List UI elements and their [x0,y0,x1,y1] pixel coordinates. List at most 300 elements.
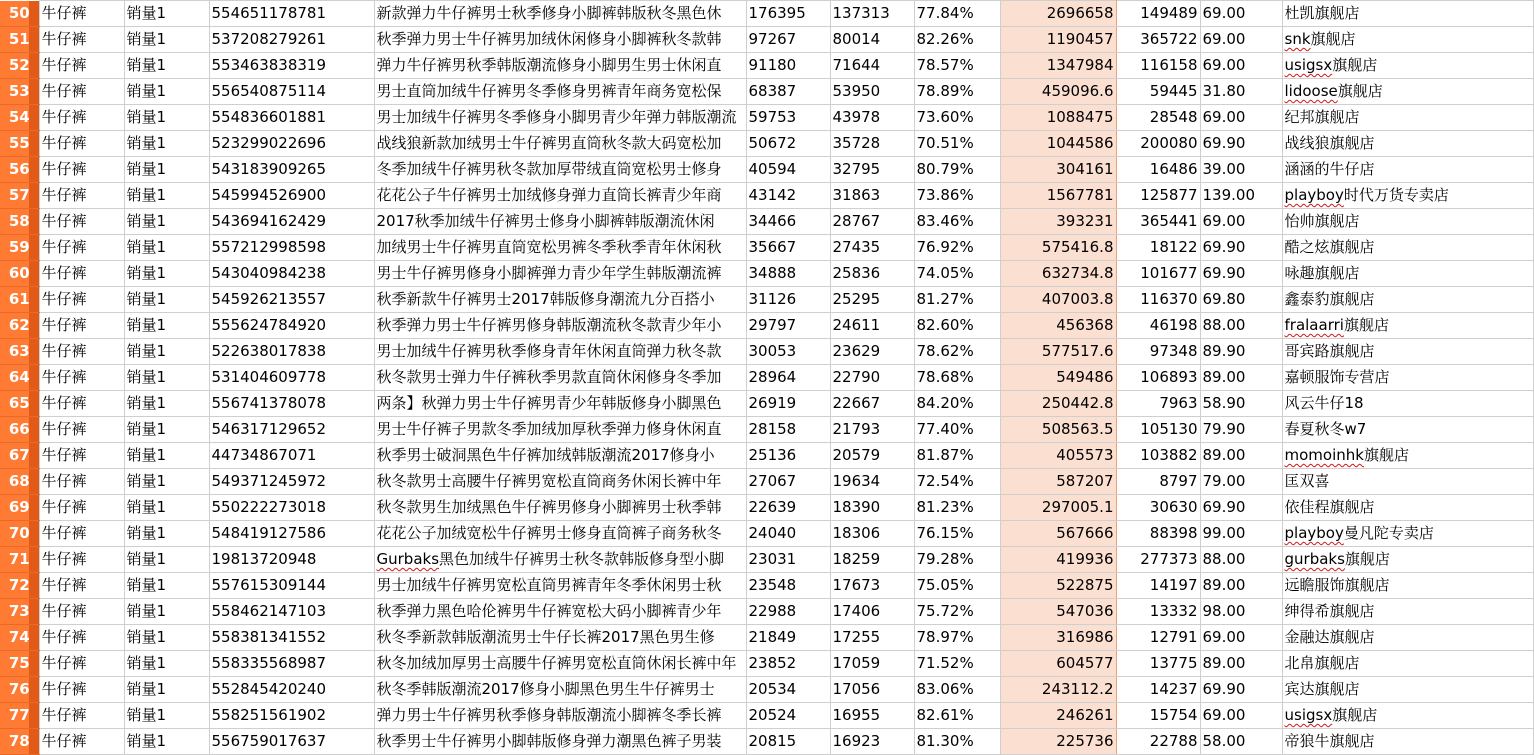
views-cell[interactable]: 91180 [746,53,830,79]
views-cell[interactable]: 23031 [746,547,830,573]
rate-cell[interactable]: 74.05% [914,261,1000,287]
shop-cell[interactable]: playboy曼凡陀专卖店 [1282,521,1533,547]
category-cell[interactable]: 牛仔裤 [39,521,124,547]
label-cell[interactable]: 销量1 [124,27,209,53]
sales-cell[interactable]: 28548 [1116,105,1200,131]
sales-cell[interactable]: 149489 [1116,1,1200,27]
row-number[interactable]: 63 [0,339,39,365]
title-cell[interactable]: 秋季弹力男士牛仔裤男加绒休闲修身小脚裤秋冬款韩 [374,27,746,53]
row-number[interactable]: 68 [0,469,39,495]
table-row[interactable] [0,651,1533,677]
shop-cell[interactable]: playboy时代万货专卖店 [1282,183,1533,209]
row-number[interactable]: 71 [0,547,39,573]
item-id-cell[interactable]: 558462147103 [209,599,374,625]
table-row[interactable] [0,157,1533,183]
item-id-cell[interactable]: 555624784920 [209,313,374,339]
label-cell[interactable]: 销量1 [124,521,209,547]
views-cell[interactable]: 20815 [746,729,830,755]
title-cell[interactable]: 加绒男士牛仔裤男直筒宽松男裤冬季秋季青年休闲秋 [374,235,746,261]
row-number[interactable]: 62 [0,313,39,339]
rate-cell[interactable]: 78.57% [914,53,1000,79]
views-cell[interactable]: 29797 [746,313,830,339]
table-row[interactable] [0,53,1533,79]
sales-cell[interactable]: 116370 [1116,287,1200,313]
sales-cell[interactable]: 13775 [1116,651,1200,677]
label-cell[interactable]: 销量1 [124,53,209,79]
table-row[interactable] [0,287,1533,313]
price-cell[interactable]: 88.00 [1200,313,1282,339]
rate-cell[interactable]: 72.54% [914,469,1000,495]
shop-cell[interactable]: lidoose旗舰店 [1282,79,1533,105]
category-cell[interactable]: 牛仔裤 [39,469,124,495]
sales-cell[interactable]: 97348 [1116,339,1200,365]
item-id-cell[interactable]: 554836601881 [209,105,374,131]
rate-cell[interactable]: 82.26% [914,27,1000,53]
price-cell[interactable]: 69.00 [1200,105,1282,131]
views-cell[interactable]: 28158 [746,417,830,443]
row-number[interactable]: 75 [0,651,39,677]
rate-cell[interactable]: 83.06% [914,677,1000,703]
buyers-cell[interactable]: 17056 [830,677,914,703]
shop-cell[interactable]: 依佳程旗舰店 [1282,495,1533,521]
sales-cell[interactable]: 14197 [1116,573,1200,599]
sales-cell[interactable]: 30630 [1116,495,1200,521]
buyers-cell[interactable]: 22667 [830,391,914,417]
sales-cell[interactable]: 16486 [1116,157,1200,183]
price-cell[interactable]: 79.90 [1200,417,1282,443]
price-cell[interactable]: 89.00 [1200,365,1282,391]
title-cell[interactable]: 2017秋季加绒牛仔裤男士修身小脚裤韩版潮流休闲 [374,209,746,235]
label-cell[interactable]: 销量1 [124,1,209,27]
views-cell[interactable]: 26919 [746,391,830,417]
gmv-cell[interactable]: 1567781 [1000,183,1116,209]
item-id-cell[interactable]: 548419127586 [209,521,374,547]
buyers-cell[interactable]: 17059 [830,651,914,677]
sales-cell[interactable]: 103882 [1116,443,1200,469]
gmv-cell[interactable]: 567666 [1000,521,1116,547]
label-cell[interactable]: 销量1 [124,495,209,521]
sales-cell[interactable]: 365722 [1116,27,1200,53]
category-cell[interactable]: 牛仔裤 [39,391,124,417]
title-cell[interactable]: 秋冬季新款韩版潮流男士牛仔长裤2017黑色男生修 [374,625,746,651]
shop-cell[interactable]: 春夏秋冬w7 [1282,417,1533,443]
rate-cell[interactable]: 71.52% [914,651,1000,677]
category-cell[interactable]: 牛仔裤 [39,573,124,599]
item-id-cell[interactable]: 556540875114 [209,79,374,105]
shop-cell[interactable]: 帝狼牛旗舰店 [1282,729,1533,755]
label-cell[interactable]: 销量1 [124,183,209,209]
shop-cell[interactable]: 涵涵的牛仔店 [1282,157,1533,183]
gmv-cell[interactable]: 250442.8 [1000,391,1116,417]
gmv-cell[interactable]: 1044586 [1000,131,1116,157]
category-cell[interactable]: 牛仔裤 [39,105,124,131]
buyers-cell[interactable]: 32795 [830,157,914,183]
title-cell[interactable]: 弹力牛仔裤男秋季韩版潮流修身小脚男生男士休闲直 [374,53,746,79]
table-row[interactable] [0,547,1533,573]
label-cell[interactable]: 销量1 [124,157,209,183]
label-cell[interactable]: 销量1 [124,443,209,469]
shop-cell[interactable]: 杜凯旗舰店 [1282,1,1533,27]
rate-cell[interactable]: 81.27% [914,287,1000,313]
title-cell[interactable]: 男士加绒牛仔裤男冬季修身小脚男青少年弹力韩版潮流 [374,105,746,131]
buyers-cell[interactable]: 20579 [830,443,914,469]
gmv-cell[interactable]: 2696658 [1000,1,1116,27]
sales-cell[interactable]: 101677 [1116,261,1200,287]
item-id-cell[interactable]: 558251561902 [209,703,374,729]
label-cell[interactable]: 销量1 [124,105,209,131]
price-cell[interactable]: 69.90 [1200,261,1282,287]
table-row[interactable] [0,79,1533,105]
buyers-cell[interactable]: 43978 [830,105,914,131]
label-cell[interactable]: 销量1 [124,677,209,703]
gmv-cell[interactable]: 316986 [1000,625,1116,651]
title-cell[interactable]: 花花公子牛仔裤男士加绒修身弹力直筒长裤青少年商 [374,183,746,209]
price-cell[interactable]: 69.00 [1200,625,1282,651]
buyers-cell[interactable]: 53950 [830,79,914,105]
item-id-cell[interactable]: 44734867071 [209,443,374,469]
category-cell[interactable]: 牛仔裤 [39,235,124,261]
rate-cell[interactable]: 73.86% [914,183,1000,209]
buyers-cell[interactable]: 27435 [830,235,914,261]
buyers-cell[interactable]: 28767 [830,209,914,235]
item-id-cell[interactable]: 545926213557 [209,287,374,313]
item-id-cell[interactable]: 554651178781 [209,1,374,27]
rate-cell[interactable]: 75.72% [914,599,1000,625]
table-row[interactable] [0,365,1533,391]
price-cell[interactable]: 69.90 [1200,677,1282,703]
sales-cell[interactable]: 200080 [1116,131,1200,157]
row-number[interactable]: 70 [0,521,39,547]
gmv-cell[interactable]: 243112.2 [1000,677,1116,703]
title-cell[interactable]: 男士牛仔裤男修身小脚裤弹力青少年学生韩版潮流裤 [374,261,746,287]
gmv-cell[interactable]: 393231 [1000,209,1116,235]
title-cell[interactable]: 战线狼新款加绒男士牛仔裤男直筒秋冬款大码宽松加 [374,131,746,157]
item-id-cell[interactable]: 543694162429 [209,209,374,235]
gmv-cell[interactable]: 419936 [1000,547,1116,573]
row-number[interactable]: 78 [0,729,39,755]
gmv-cell[interactable]: 1347984 [1000,53,1116,79]
row-number[interactable]: 77 [0,703,39,729]
row-number[interactable]: 57 [0,183,39,209]
gmv-cell[interactable]: 405573 [1000,443,1116,469]
gmv-cell[interactable]: 587207 [1000,469,1116,495]
views-cell[interactable]: 22988 [746,599,830,625]
label-cell[interactable]: 销量1 [124,599,209,625]
shop-cell[interactable]: usigsx旗舰店 [1282,53,1533,79]
shop-cell[interactable]: 鑫泰豹旗舰店 [1282,287,1533,313]
gmv-cell[interactable]: 297005.1 [1000,495,1116,521]
title-cell[interactable]: 秋冬款男生加绒黑色牛仔裤男修身小脚裤男士秋季韩 [374,495,746,521]
rate-cell[interactable]: 84.20% [914,391,1000,417]
gmv-cell[interactable]: 547036 [1000,599,1116,625]
views-cell[interactable]: 34888 [746,261,830,287]
buyers-cell[interactable]: 18390 [830,495,914,521]
views-cell[interactable]: 30053 [746,339,830,365]
row-number[interactable]: 59 [0,235,39,261]
row-number[interactable]: 66 [0,417,39,443]
shop-cell[interactable]: 宾达旗舰店 [1282,677,1533,703]
label-cell[interactable]: 销量1 [124,391,209,417]
price-cell[interactable]: 89.00 [1200,651,1282,677]
title-cell[interactable]: 花花公子加绒宽松牛仔裤男士修身直筒裤子商务秋冬 [374,521,746,547]
views-cell[interactable]: 40594 [746,157,830,183]
category-cell[interactable]: 牛仔裤 [39,547,124,573]
shop-cell[interactable]: 匡双喜 [1282,469,1533,495]
buyers-cell[interactable]: 137313 [830,1,914,27]
shop-cell[interactable]: 北帛旗舰店 [1282,651,1533,677]
sales-cell[interactable]: 15754 [1116,703,1200,729]
label-cell[interactable]: 销量1 [124,703,209,729]
views-cell[interactable]: 21849 [746,625,830,651]
shop-cell[interactable]: usigsx旗舰店 [1282,703,1533,729]
price-cell[interactable]: 99.00 [1200,521,1282,547]
label-cell[interactable]: 销量1 [124,651,209,677]
row-number[interactable]: 55 [0,131,39,157]
table-row[interactable] [0,27,1533,53]
buyers-cell[interactable]: 25295 [830,287,914,313]
table-row[interactable] [0,703,1533,729]
gmv-cell[interactable]: 459096.6 [1000,79,1116,105]
item-id-cell[interactable]: 558335568987 [209,651,374,677]
label-cell[interactable]: 销量1 [124,209,209,235]
item-id-cell[interactable]: 557212998598 [209,235,374,261]
price-cell[interactable]: 69.00 [1200,1,1282,27]
price-cell[interactable]: 69.00 [1200,209,1282,235]
rate-cell[interactable]: 77.40% [914,417,1000,443]
buyers-cell[interactable]: 24611 [830,313,914,339]
views-cell[interactable]: 68387 [746,79,830,105]
views-cell[interactable]: 97267 [746,27,830,53]
gmv-cell[interactable]: 225736 [1000,729,1116,755]
title-cell[interactable]: 男士牛仔裤子男款冬季加绒加厚秋季弹力修身休闲直 [374,417,746,443]
price-cell[interactable]: 69.00 [1200,27,1282,53]
category-cell[interactable]: 牛仔裤 [39,209,124,235]
label-cell[interactable]: 销量1 [124,547,209,573]
views-cell[interactable]: 34466 [746,209,830,235]
title-cell[interactable]: Gurbaks黑色加绒牛仔裤男士秋冬款韩版修身型小脚 [374,547,746,573]
buyers-cell[interactable]: 22790 [830,365,914,391]
title-cell[interactable]: 秋冬款男士弹力牛仔裤秋季男款直筒休闲修身冬季加 [374,365,746,391]
title-cell[interactable]: 新款弹力牛仔裤男士秋季修身小脚裤韩版秋冬黑色休 [374,1,746,27]
rate-cell[interactable]: 81.23% [914,495,1000,521]
views-cell[interactable]: 20534 [746,677,830,703]
rate-cell[interactable]: 78.62% [914,339,1000,365]
row-number[interactable]: 54 [0,105,39,131]
label-cell[interactable]: 销量1 [124,287,209,313]
rate-cell[interactable]: 76.15% [914,521,1000,547]
views-cell[interactable]: 24040 [746,521,830,547]
buyers-cell[interactable]: 31863 [830,183,914,209]
gmv-cell[interactable]: 522875 [1000,573,1116,599]
item-id-cell[interactable]: 553463838319 [209,53,374,79]
row-number[interactable]: 73 [0,599,39,625]
views-cell[interactable]: 31126 [746,287,830,313]
gmv-cell[interactable]: 549486 [1000,365,1116,391]
rate-cell[interactable]: 73.60% [914,105,1000,131]
shop-cell[interactable]: 酷之炫旗舰店 [1282,235,1533,261]
table-row[interactable] [0,391,1533,417]
table-row[interactable] [0,183,1533,209]
shop-cell[interactable]: fralaarri旗舰店 [1282,313,1533,339]
price-cell[interactable]: 88.00 [1200,547,1282,573]
category-cell[interactable]: 牛仔裤 [39,417,124,443]
sales-cell[interactable]: 7963 [1116,391,1200,417]
price-cell[interactable]: 139.00 [1200,183,1282,209]
label-cell[interactable]: 销量1 [124,339,209,365]
table-row[interactable] [0,105,1533,131]
shop-cell[interactable]: 战线狼旗舰店 [1282,131,1533,157]
views-cell[interactable]: 35667 [746,235,830,261]
views-cell[interactable]: 20524 [746,703,830,729]
gmv-cell[interactable]: 246261 [1000,703,1116,729]
rate-cell[interactable]: 70.51% [914,131,1000,157]
sales-cell[interactable]: 14237 [1116,677,1200,703]
table-row[interactable] [0,443,1533,469]
gmv-cell[interactable]: 575416.8 [1000,235,1116,261]
label-cell[interactable]: 销量1 [124,729,209,755]
row-number[interactable]: 51 [0,27,39,53]
label-cell[interactable]: 销量1 [124,131,209,157]
title-cell[interactable]: 秋冬款男士高腰牛仔裤男宽松直筒商务休闲长裤中年 [374,469,746,495]
price-cell[interactable]: 69.90 [1200,495,1282,521]
category-cell[interactable]: 牛仔裤 [39,79,124,105]
table-row[interactable] [0,469,1533,495]
title-cell[interactable]: 弹力男士牛仔裤男秋季修身韩版潮流小脚裤冬季长裤 [374,703,746,729]
title-cell[interactable]: 两条】秋弹力男士牛仔裤男青少年韩版修身小脚黑色 [374,391,746,417]
price-cell[interactable]: 79.00 [1200,469,1282,495]
row-number[interactable]: 56 [0,157,39,183]
row-number[interactable]: 74 [0,625,39,651]
buyers-cell[interactable]: 18259 [830,547,914,573]
label-cell[interactable]: 销量1 [124,235,209,261]
item-id-cell[interactable]: 549371245972 [209,469,374,495]
views-cell[interactable]: 43142 [746,183,830,209]
buyers-cell[interactable]: 17673 [830,573,914,599]
buyers-cell[interactable]: 21793 [830,417,914,443]
rate-cell[interactable]: 75.05% [914,573,1000,599]
category-cell[interactable]: 牛仔裤 [39,677,124,703]
table-row[interactable] [0,729,1533,755]
sales-cell[interactable]: 18122 [1116,235,1200,261]
sales-cell[interactable]: 365441 [1116,209,1200,235]
rate-cell[interactable]: 78.68% [914,365,1000,391]
gmv-cell[interactable]: 1190457 [1000,27,1116,53]
item-id-cell[interactable]: 545994526900 [209,183,374,209]
sales-cell[interactable]: 22788 [1116,729,1200,755]
buyers-cell[interactable]: 25836 [830,261,914,287]
item-id-cell[interactable]: 558381341552 [209,625,374,651]
row-number[interactable]: 60 [0,261,39,287]
price-cell[interactable]: 31.80 [1200,79,1282,105]
views-cell[interactable]: 23852 [746,651,830,677]
table-row[interactable] [0,573,1533,599]
row-number[interactable]: 61 [0,287,39,313]
table-row[interactable] [0,495,1533,521]
title-cell[interactable]: 秋季男士牛仔裤男小脚韩版修身弹力潮黑色裤子男装 [374,729,746,755]
sales-cell[interactable]: 105130 [1116,417,1200,443]
category-cell[interactable]: 牛仔裤 [39,27,124,53]
category-cell[interactable]: 牛仔裤 [39,365,124,391]
item-id-cell[interactable]: 557615309144 [209,573,374,599]
table-row[interactable] [0,339,1533,365]
shop-cell[interactable]: 咏趣旗舰店 [1282,261,1533,287]
sales-cell[interactable]: 8797 [1116,469,1200,495]
shop-cell[interactable]: 远瞻服饰旗舰店 [1282,573,1533,599]
price-cell[interactable]: 69.90 [1200,131,1282,157]
title-cell[interactable]: 男士加绒牛仔裤男宽松直筒男裤青年冬季休闲男士秋 [374,573,746,599]
buyers-cell[interactable]: 19634 [830,469,914,495]
buyers-cell[interactable]: 71644 [830,53,914,79]
table-row[interactable] [0,131,1533,157]
label-cell[interactable]: 销量1 [124,573,209,599]
gmv-cell[interactable]: 304161 [1000,157,1116,183]
views-cell[interactable]: 176395 [746,1,830,27]
shop-cell[interactable]: 怡帅旗舰店 [1282,209,1533,235]
price-cell[interactable]: 69.00 [1200,703,1282,729]
category-cell[interactable]: 牛仔裤 [39,183,124,209]
buyers-cell[interactable]: 18306 [830,521,914,547]
sales-cell[interactable]: 106893 [1116,365,1200,391]
category-cell[interactable]: 牛仔裤 [39,131,124,157]
sales-cell[interactable]: 277373 [1116,547,1200,573]
item-id-cell[interactable]: 523299022696 [209,131,374,157]
label-cell[interactable]: 销量1 [124,79,209,105]
category-cell[interactable]: 牛仔裤 [39,53,124,79]
table-row[interactable] [0,261,1533,287]
category-cell[interactable]: 牛仔裤 [39,625,124,651]
views-cell[interactable]: 28964 [746,365,830,391]
price-cell[interactable]: 58.90 [1200,391,1282,417]
category-cell[interactable]: 牛仔裤 [39,313,124,339]
category-cell[interactable]: 牛仔裤 [39,339,124,365]
sales-cell[interactable]: 12791 [1116,625,1200,651]
title-cell[interactable]: 男士直筒加绒牛仔裤男冬季修身男裤青年商务宽松保 [374,79,746,105]
buyers-cell[interactable]: 17255 [830,625,914,651]
item-id-cell[interactable]: 556741378078 [209,391,374,417]
item-id-cell[interactable]: 556759017637 [209,729,374,755]
sales-cell[interactable]: 59445 [1116,79,1200,105]
category-cell[interactable]: 牛仔裤 [39,157,124,183]
category-cell[interactable]: 牛仔裤 [39,703,124,729]
table-row[interactable] [0,1,1533,27]
label-cell[interactable]: 销量1 [124,417,209,443]
item-id-cell[interactable]: 543040984238 [209,261,374,287]
price-cell[interactable]: 89.00 [1200,573,1282,599]
table-row[interactable] [0,625,1533,651]
table-row[interactable] [0,677,1533,703]
price-cell[interactable]: 58.00 [1200,729,1282,755]
category-cell[interactable]: 牛仔裤 [39,651,124,677]
item-id-cell[interactable]: 522638017838 [209,339,374,365]
sales-cell[interactable]: 88398 [1116,521,1200,547]
table-row[interactable] [0,521,1533,547]
table-row[interactable] [0,599,1533,625]
rate-cell[interactable]: 76.92% [914,235,1000,261]
row-number[interactable]: 64 [0,365,39,391]
row-number[interactable]: 76 [0,677,39,703]
row-number[interactable]: 50 [0,1,39,27]
views-cell[interactable]: 59753 [746,105,830,131]
category-cell[interactable]: 牛仔裤 [39,1,124,27]
rate-cell[interactable]: 79.28% [914,547,1000,573]
rate-cell[interactable]: 82.60% [914,313,1000,339]
category-cell[interactable]: 牛仔裤 [39,261,124,287]
shop-cell[interactable]: 金融达旗舰店 [1282,625,1533,651]
rate-cell[interactable]: 81.87% [914,443,1000,469]
buyers-cell[interactable]: 16955 [830,703,914,729]
title-cell[interactable]: 秋冬季韩版潮流2017修身小脚黑色男生牛仔裤男士 [374,677,746,703]
table-row[interactable] [0,417,1533,443]
